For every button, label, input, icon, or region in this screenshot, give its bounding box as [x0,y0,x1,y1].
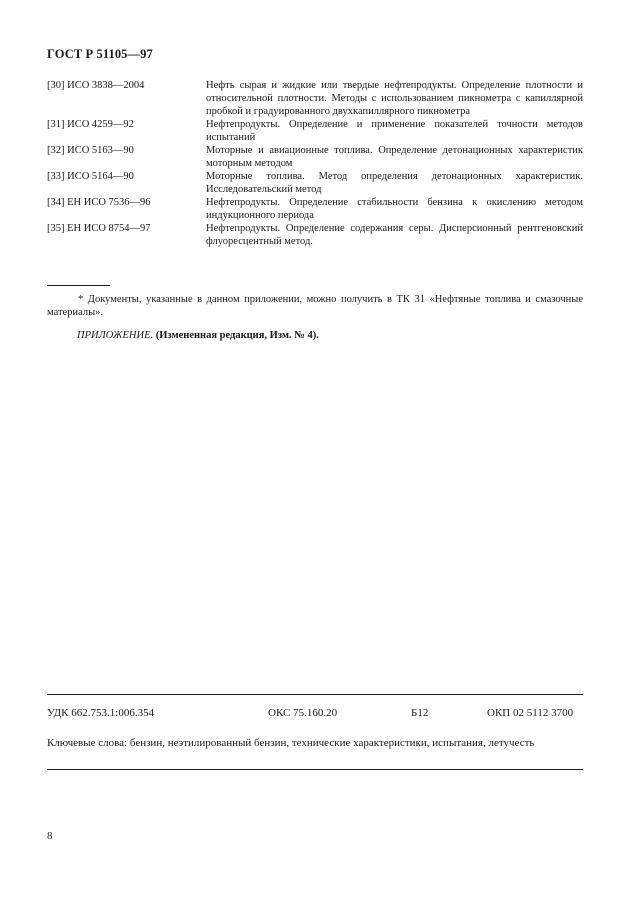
page-number: 8 [47,830,53,842]
footnote-divider [47,285,110,286]
reference-code: [31] ИСО 4259—92 [47,119,134,130]
reference-code: [35] ЕН ИСО 8754—97 [47,223,151,234]
reference-item [47,170,583,196]
reference-list [47,79,583,248]
appendix-note [77,330,319,341]
reference-title: Нефтепродукты. Определение содержания серы. Дисперсионный рентгеновский флуоресцентный метод. [206,223,583,247]
reference-code: [32] ИСО 5163—90 [47,145,134,156]
document-header: ГОСТ Р 51105—97 [47,47,153,61]
reference-item [47,222,583,248]
udk-code: УДК 662.753.1:006.354 [47,707,155,719]
classification-top-rule [47,694,583,695]
reference-title: Нефтепродукты. Определение и применение показателей точности методов испытаний [206,119,583,143]
reference-item [47,79,583,118]
footnote-text: * Документы, указанные в данном приложении, можно получить в ТК 31 «Нефтяные топлива и смазочные материалы». [47,294,583,318]
keywords-text: Ключевые слова: бензин, неэтилированный бензин, технические характеристики, испытания, летучесть [47,737,535,749]
reference-title: Нефтепродукты. Определение стабильности бензина к окислению методом индукционного периода [206,197,583,221]
appendix-detail: (Измененная редакция, Изм. № 4). [155,330,319,341]
reference-title: Моторные и авиационные топлива. Определение детонационных характеристик моторным методом [206,145,583,169]
group-code: Б12 [411,707,429,719]
reference-title: Нефть сырая и жидкие или твердые нефтепродукты. Определение плотности и относительной плотности. Методы с использованием пикнометра с капиллярной пробкой и градуированного двухкапиллярного пикнометра [206,80,583,117]
appendix-label: ПРИЛОЖЕНИЕ. [77,330,154,341]
reference-title: Моторные топлива. Метод определения детонационных характеристик. Исследовательский метод [206,171,583,195]
reference-code: [33] ИСО 5164—90 [47,171,134,182]
classification-bottom-rule [47,769,583,770]
reference-item [47,144,583,170]
reference-code: [30] ИСО 3838—2004 [47,80,145,91]
reference-item [47,196,583,222]
reference-item [47,118,583,144]
reference-code: [34] ЕН ИСО 7536—96 [47,197,151,208]
okp-code: ОКП 02 5112 3700 [487,707,574,719]
oks-code: ОКС 75.160.20 [268,707,338,719]
